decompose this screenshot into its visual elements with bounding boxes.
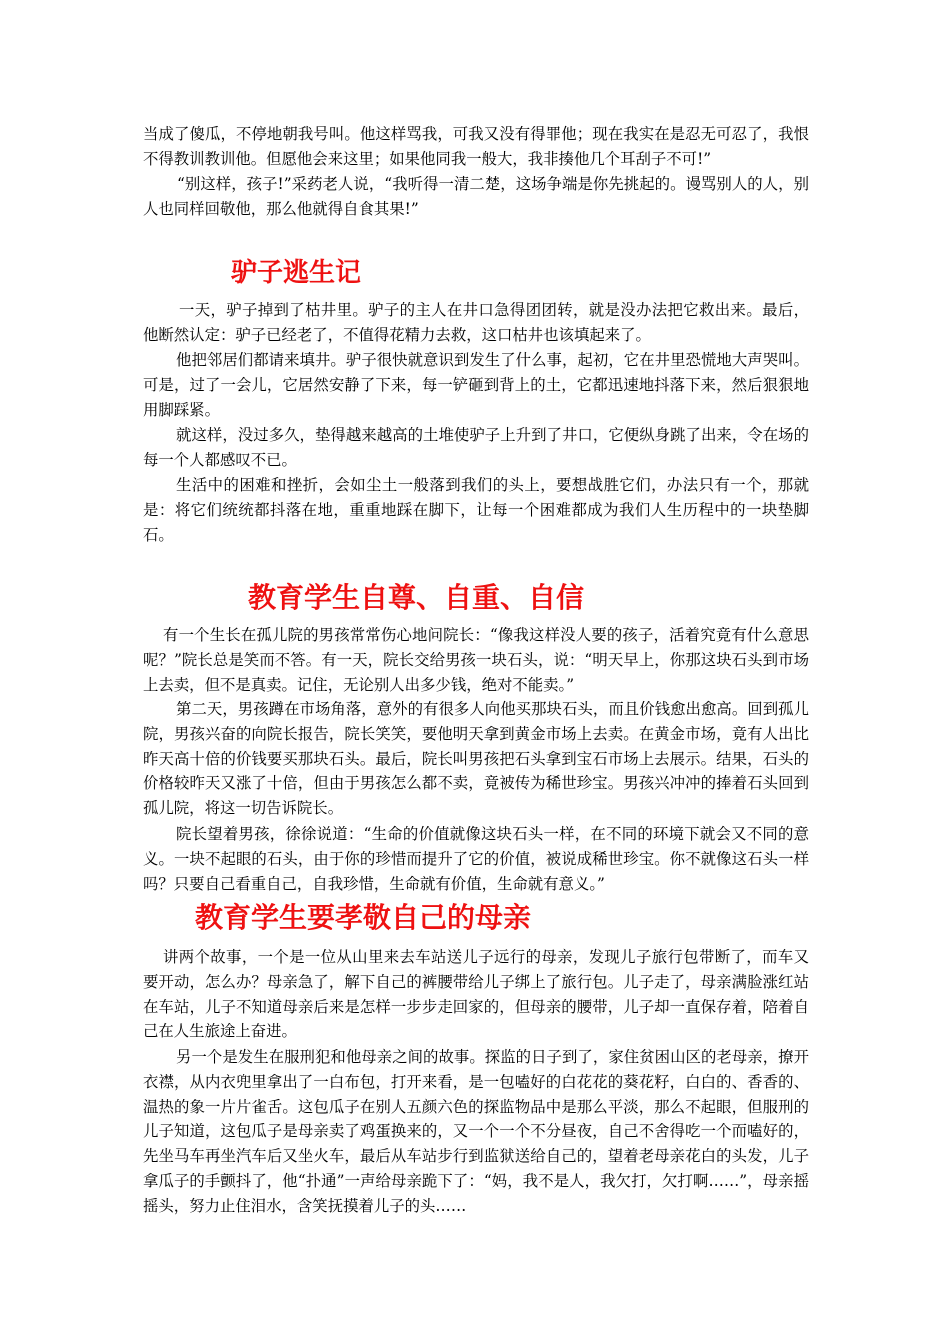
story-title-donkey: 驴子逃生记: [231, 258, 362, 288]
story2-paragraph-1: 有一个生长在孤儿院的男孩常常伤心地问院长：“像我这样没人要的孩子，活着究竟有什么意思呢？”院长总是笑而不答。有一天，院长交给男孩一块石头，说：“明天早上，你那这块石头到市场上去卖，但不是真卖。记住，无论别人出多少钱，绝对不能卖。”: [143, 626, 809, 694]
story1-paragraph-1: 一天，驴子掉到了枯井里。驴子的主人在井口急得团团转，就是没办法把它救出来。最后，他断然认定：驴子已经老了，不值得花精力去救，这口枯井也该填起来了。: [143, 301, 809, 344]
story1-paragraph-4: 生活中的困难和挫折，会如尘土一般落到我们的头上，要想战胜它们，办法只有一个，那就是：将它们统统都抖落在地，重重地踩在脚下，让每一个困难都成为我们人生历程中的一块垫脚石。: [143, 476, 809, 544]
intro-paragraph-2: “别这样，孩子!”采药老人说，“我听得一清二楚，这场争端是你先挑起的。谩骂别人的人，别人也同样回敬他，那么他就得自食其果!”: [143, 175, 809, 218]
story-title-mother: 教育学生要孝敬自己的母亲: [195, 901, 532, 934]
story3-paragraph-2: 另一个是发生在服刑犯和他母亲之间的故事。探监的日子到了，家住贫困山区的老母亲，撩开衣襟，从内衣兜里拿出了一白布包，打开来看，是一包嗑好的白花花的葵花籽，白白的、香香的、温热的象一片片雀舌。这包瓜子在别人五颜六色的探监物品中是那么平淡，那么不起眼，但服刑的儿子知道，这包瓜子是母亲卖了鸡蛋换来的，又一个一个不分昼夜，自己不舍得吃一个而嗑好的，先坐马车再坐汽车后又坐火车，最后从车站步行到监狱送给自己的，望着老母亲花白的头发，儿子拿瓜子的手颤抖了，他“扑通”一声给母亲跪下了：“妈，我不是人，我欠打，欠打啊……”，母亲摇摇头，努力止住泪水，含笑抚摸着儿子的头……: [143, 1048, 809, 1215]
story2-paragraph-3: 院长望着男孩，徐徐说道：“生命的价值就像这块石头一样，在不同的环境下就会又不同的意义。一块不起眼的石头，由于你的珍惜而提升了它的价值，被说成稀世珍宝。你不就像这石头一样吗？只要自己看重自己，自我珍惜，生命就有价值，生命就有意义。”: [143, 825, 809, 893]
story1-paragraph-3: 就这样，没过多久，垫得越来越高的土堆使驴子上升到了井口，它便纵身跳了出来，令在场的每一个人都感叹不已。: [143, 426, 809, 469]
story1-paragraph-2: 他把邻居们都请来填井。驴子很快就意识到发生了什么事，起初，它在井里恐慌地大声哭叫。可是，过了一会儿，它居然安静了下来，每一铲砸到背上的土，它都迅速地抖落下来，然后狠狠地用脚踩紧。: [143, 351, 809, 419]
story2-paragraph-2: 第二天，男孩蹲在市场角落，意外的有很多人向他买那块石头，而且价钱愈出愈高。回到孤儿院，男孩兴奋的向院长报告，院长笑笑，要他明天拿到黄金市场上去卖。在黄金市场，竟有人出比昨天高十倍的价钱要买那块石头。最后，院长叫男孩把石头拿到宝石市场上去展示。结果，石头的价格较昨天又涨了十倍，但由于男孩怎么都不卖，竟被传为稀世珍宝。男孩兴冲冲的捧着石头回到孤儿院，将这一切告诉院长。: [143, 700, 809, 818]
story3-paragraph-1: 讲两个故事，一个是一位从山里来去车站送儿子远行的母亲，发现儿子旅行包带断了，而车又要开动，怎么办？母亲急了，解下自己的裤腰带给儿子绑上了旅行包。儿子走了，母亲满脸涨红站在车站，儿子不知道母亲后来是怎样一步步走回家的，但母亲的腰带，儿子却一直保存着，陪着自己在人生旅途上奋进。: [143, 948, 809, 1041]
intro-paragraph-1: 当成了傻瓜，不停地朝我号叫。他这样骂我，可我又没有得罪他；现在我实在是忍无可忍了，我恨不得教训教训他。但愿他会来这里；如果他同我一般大，我非揍他几个耳刮子不可!”: [143, 125, 809, 168]
story-title-self-respect: 教育学生自尊、自重、自信: [248, 581, 585, 614]
